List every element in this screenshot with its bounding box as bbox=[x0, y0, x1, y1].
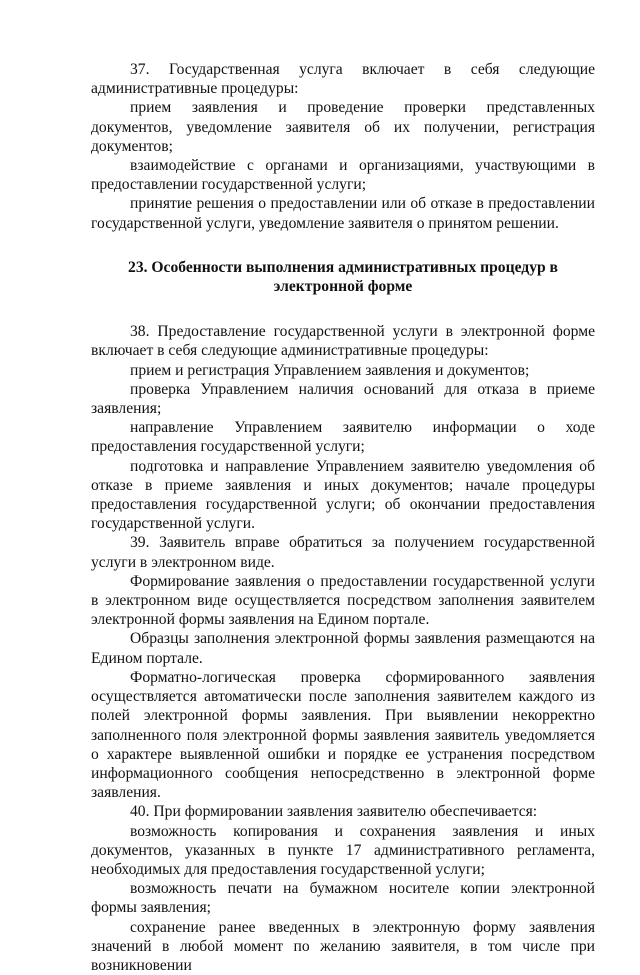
paragraph-interaction: взаимодействие с органами и организациями, участвующими в предоставлении государственной услуги; bbox=[91, 157, 595, 194]
paragraph-form-creation: Формирование заявления о предоставлении государственной услуги в электронном виде осуществляется посредством заполнения заявителем электронной формы заявления на Едином портале. bbox=[91, 572, 595, 629]
paragraph-registration: прием и регистрация Управлением заявления и документов; bbox=[130, 361, 530, 379]
paragraph-decision: принятие решения о предоставлении или об отказе в предоставлении государственной услуги, уведомление заявителя о принятом решении. bbox=[91, 195, 595, 232]
paragraph-samples: Образцы заполнения электронной формы заявления размещаются на Едином портале. bbox=[91, 630, 595, 667]
paragraph-38: 38. Предоставление государственной услуги в электронной форме включает в себя следующие административные процедуры: bbox=[91, 323, 595, 360]
document-body bbox=[91, 60, 595, 975]
paragraph-notification: подготовка и направление Управлением заявителю уведомления об отказе в приеме заявления и иных документов; начале процедуры предоставления государственной услуги; об окончании предоставления государственной услуги. bbox=[91, 457, 595, 533]
paragraph-37: 37. Государственная услуга включает в себя следующие административные процедуры: bbox=[91, 61, 595, 98]
paragraph-save-values: сохранение ранее введенных в электронную форму заявления значений в любой момент по желанию заявителя, в том числе при возникновении bbox=[91, 918, 595, 974]
paragraph-check-refusal: проверка Управлением наличия оснований для отказа в приеме заявления; bbox=[91, 380, 595, 418]
section-heading: 23. Особенности выполнения административных процедур в электронной форме bbox=[128, 258, 558, 296]
paragraph-39: 39. Заявитель вправе обратиться за получением государственной услуги в электронном виде. bbox=[91, 534, 595, 571]
paragraph-progress-info: направление Управлением заявителю информации о ходе предоставления государственной услуги; bbox=[91, 419, 595, 456]
paragraph-format-check: Форматно-логическая проверка сформированного заявления осуществляется автоматически после заполнения заявителем каждого из полей электронной формы заявления. При выявлении некорректно заполненного поля электронной формы заявления заявитель уведомляется о характере выявленной ошибки и порядке ее устранения посредством информационного сообщения непосредственно в электронной форме заявления. bbox=[91, 668, 595, 802]
paragraph-reception: прием заявления и проведение проверки представленных документов, уведомление заявителя об их получении, регистрация документов; bbox=[91, 99, 595, 155]
paragraph-print: возможность печати на бумажном носителе копии электронной формы заявления; bbox=[91, 880, 595, 917]
paragraph-copy-save: возможность копирования и сохранения заявления и иных документов, указанных в пункте 17 административного регламента, необходимых для предоставления государственной услуги; bbox=[91, 822, 595, 878]
paragraph-40: 40. При формировании заявления заявителю обеспечивается: bbox=[130, 803, 538, 821]
